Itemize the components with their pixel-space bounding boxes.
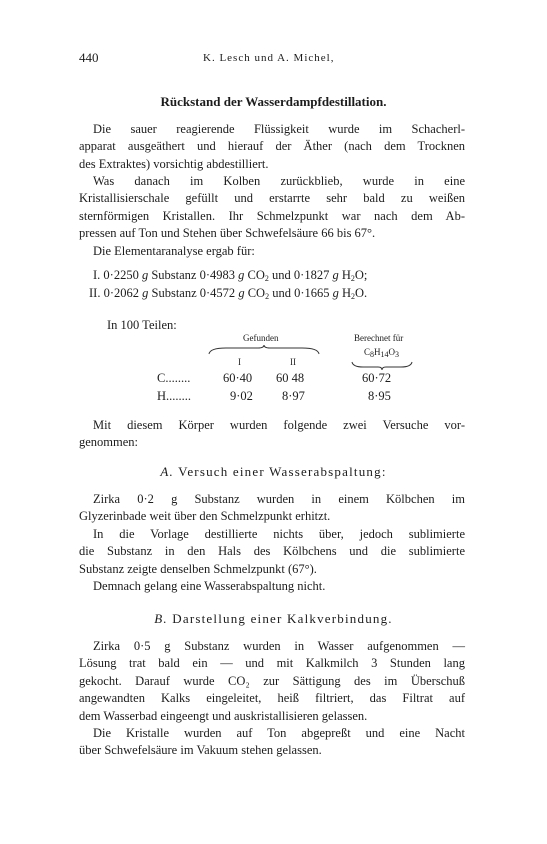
- calculated-formula: $C_8H_{14}O_3$: [364, 347, 400, 359]
- column-ii: II: [290, 357, 296, 367]
- co2-mass: 0·4572: [199, 286, 236, 300]
- text-line: In die Vorlage destillierte nichts über, jedoch sublimierte: [93, 527, 465, 541]
- word-substanz: Substanz: [151, 268, 197, 282]
- paragraph-dehydration: [79, 491, 465, 526]
- text-line: Zirka 0·2 g Substanz wurden in einem Kölbchen im: [93, 492, 465, 506]
- text-line: Demnach gelang eine Wasserabspaltung nicht.: [93, 579, 326, 593]
- calculated-brace: [351, 361, 413, 370]
- section-b-heading: B. Darstellung einer Kalkverbindung.: [154, 611, 393, 626]
- text-line: Die Kristalle wurden auf Ton abgepreßt und eine Nacht: [93, 726, 465, 740]
- found-brace: [208, 345, 320, 355]
- text-line: genommen:: [79, 435, 139, 450]
- text-line: gekocht. Darauf wurde CO₂ zur Sättigung des im Überschuß: [79, 673, 465, 688]
- section-heading: Rückstand der Wasserdampfdestillation.: [160, 94, 387, 109]
- analysis-row-2: [89, 286, 367, 301]
- text-line: Substanz zeigte denselben Schmelzpunkt (67°).: [79, 561, 317, 576]
- text-line: Glyzerinbade weit über den Schmelzpunkt erhitzt.: [79, 509, 331, 524]
- table-cell: 60 48: [276, 371, 305, 385]
- table-cell: 60·72: [362, 371, 392, 385]
- table-row-h-label: H........: [157, 389, 192, 403]
- in-100-parts: In 100 Teilen:: [107, 318, 177, 332]
- paragraph-sublimation: [79, 526, 465, 578]
- text-line: des Extraktes) vorsichtig abdestilliert.: [79, 156, 269, 171]
- text-line: über Schwefelsäure im Vakuum stehen gelassen.: [79, 743, 322, 758]
- text-line: pressen auf Ton und Stehen über Schwefelsäure 66 bis 67°.: [79, 226, 376, 241]
- section-a-heading: A. Versuch einer Wasserabspaltung:: [160, 464, 387, 479]
- word-und: und: [272, 268, 291, 282]
- text-line: Kristallisierschale gefüllt und erstarrte sehr bald zu weißen: [79, 191, 465, 206]
- h2o-formula: $H_2O$.: [341, 286, 368, 301]
- unit-g: g: [141, 268, 149, 282]
- table-cell: 60·40: [223, 371, 253, 385]
- text-line: Mit diesem Körper wurden folgende zwei Versuche vor-: [93, 418, 465, 432]
- text-line: Lösung trat bald ein — und mit Kalkmilch 3 Stunden lang: [79, 656, 465, 671]
- word-und: und: [272, 286, 291, 300]
- paragraph-analysis-intro: [79, 243, 465, 260]
- page-number: 440: [79, 50, 99, 65]
- unit-g: g: [238, 286, 245, 300]
- running-title: K. Lesch und A. Michel,: [203, 52, 335, 64]
- analysis-number: II.: [89, 286, 101, 300]
- sample-mass: 0·2062: [103, 286, 139, 300]
- word-substanz: Substanz: [151, 286, 197, 300]
- unit-g: g: [238, 268, 245, 282]
- paragraph-crystals: [79, 173, 465, 243]
- text-line: angewandten Kalks eingeleitet, heiß filtriert, das Filtrat auf: [79, 691, 465, 706]
- unit-g: g: [332, 286, 339, 300]
- text-line: Die Elementaranalyse ergab für:: [93, 244, 255, 258]
- column-i: I: [238, 357, 241, 367]
- co2-mass: 0·4983: [199, 268, 236, 282]
- table-row-c-label: C........: [157, 371, 191, 385]
- text-line: Zirka 0·5 g Substanz wurden in Wasser aufgenommen —: [93, 639, 465, 653]
- paragraph-drying: [79, 725, 465, 760]
- paragraph-lime-compound: [79, 638, 465, 725]
- text-line: die Substanz in den Hals des Kölbchens und die sublimierte: [79, 544, 465, 559]
- paragraph-extraction: [79, 121, 465, 173]
- calculated-label: Berechnet für: [354, 333, 404, 343]
- unit-g: g: [142, 286, 149, 300]
- co2-formula: $CO_2$: [247, 286, 270, 301]
- text-line: sternförmigen Kristallen. Ihr Schmelzpunkt war nach dem Ab-: [79, 208, 465, 223]
- sample-mass: 0·2250: [103, 268, 139, 282]
- text-line: Was danach im Kolben zurückblieb, wurde in eine: [93, 174, 465, 188]
- paragraph-experiments-intro: [79, 417, 465, 452]
- text-line: dem Wasserbad eingeengt und auskristallisieren gelassen.: [79, 708, 368, 723]
- h2o-mass: 0·1827: [293, 268, 330, 282]
- table-cell: 8·95: [368, 389, 391, 403]
- table-cell: 9·02: [230, 389, 253, 403]
- analysis-row-1: [93, 268, 367, 283]
- co2-formula: $CO_2$: [247, 268, 269, 283]
- paragraph-conclusion: [79, 578, 465, 595]
- h2o-formula: $H_2O$;: [341, 268, 368, 283]
- text-line: Die sauer reagierende Flüssigkeit wurde im Schacherl-: [93, 122, 465, 136]
- table-cell: 8·97: [282, 389, 305, 403]
- unit-g: g: [332, 268, 339, 282]
- analysis-number: I.: [93, 268, 101, 282]
- text-line: apparat ausgeäthert und hierauf der Äther (nach dem Trocknen: [79, 139, 465, 154]
- found-label: Gefunden: [243, 333, 279, 343]
- h2o-mass: 0·1665: [294, 286, 330, 300]
